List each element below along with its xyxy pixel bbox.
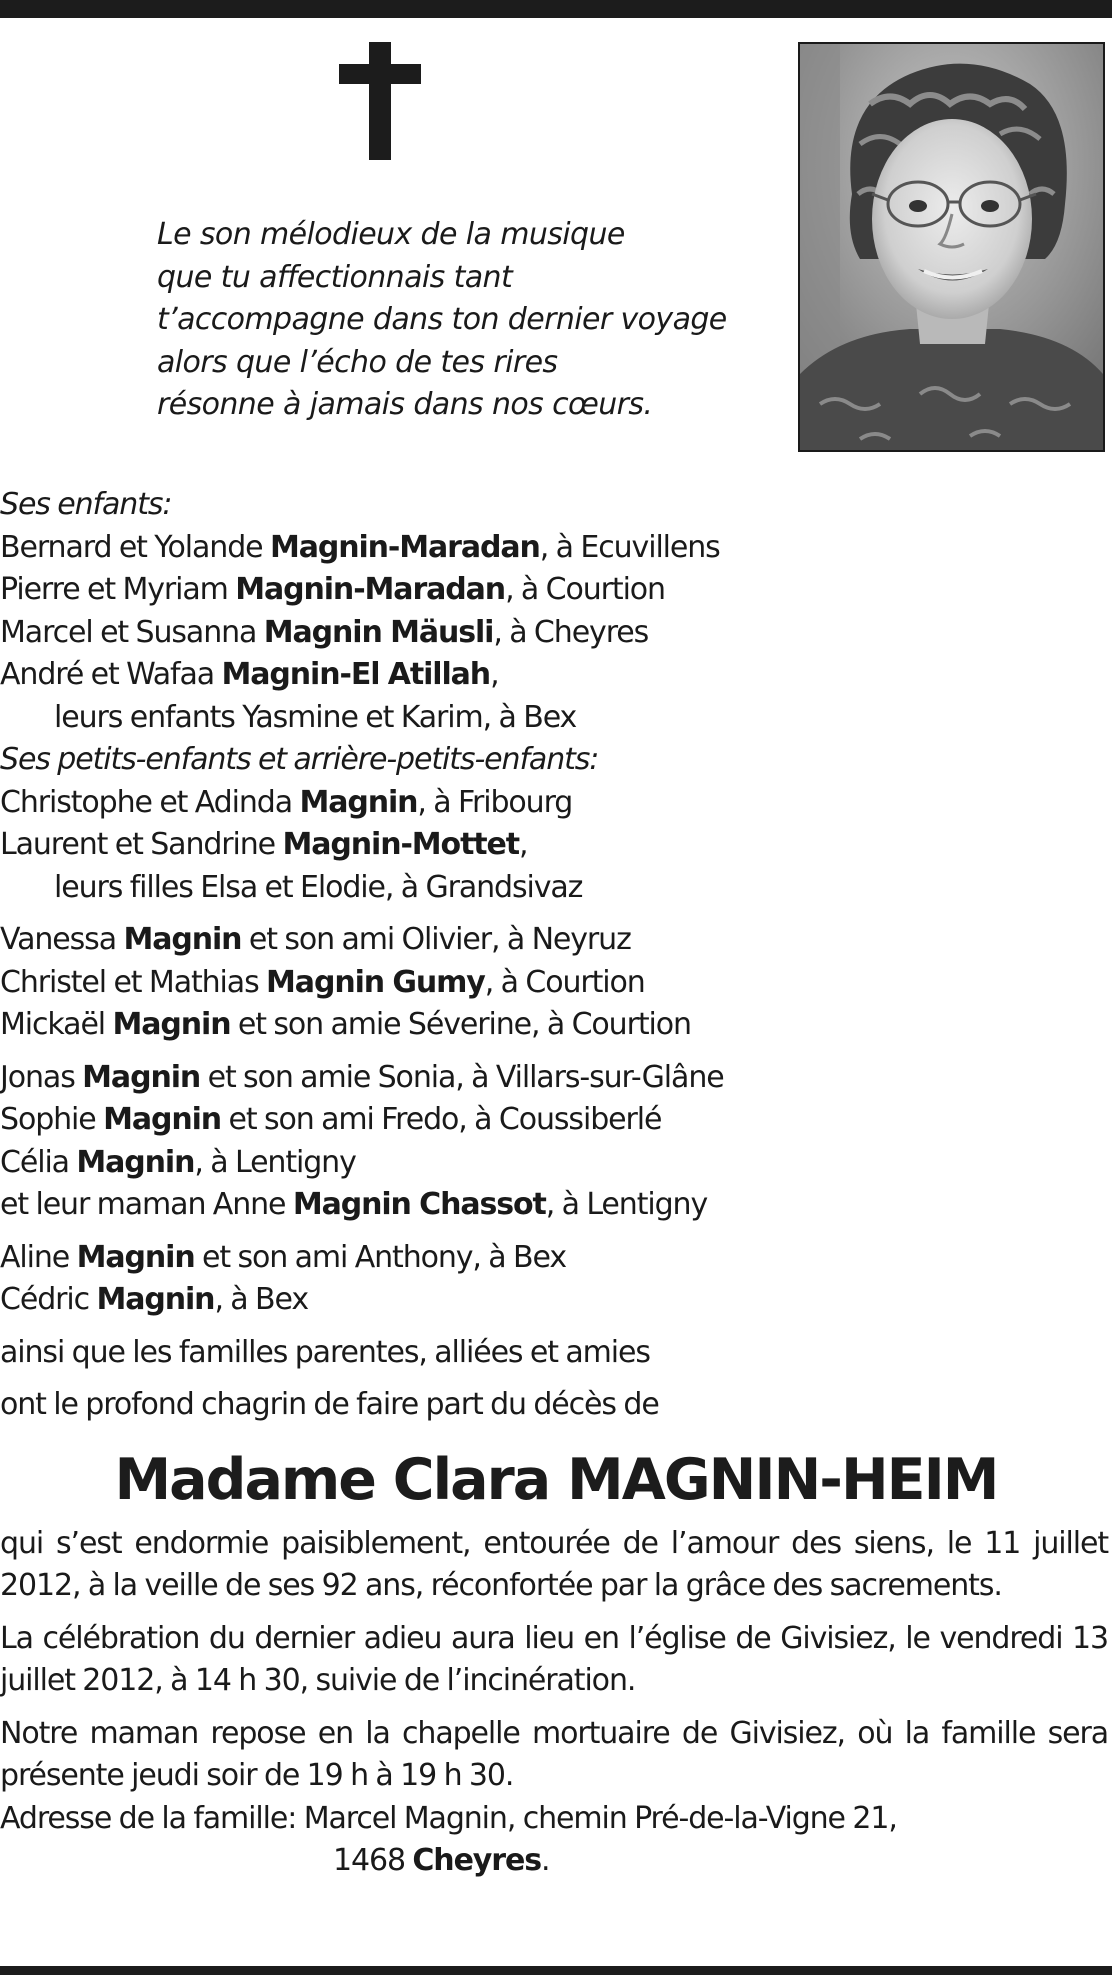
family-name: Magnin-El Atillah (221, 657, 491, 692)
family-line (0, 782, 1112, 825)
family-name: Magnin-Maradan (269, 529, 540, 565)
family-name: Magnin (96, 1282, 215, 1317)
family-line (0, 1279, 1112, 1322)
top-rule (0, 0, 1112, 18)
location: , à Ecuvillens (539, 529, 720, 565)
location: et son ami Fredo, à Coussiberlé (221, 1102, 662, 1137)
location: , à Lentigny (545, 1187, 708, 1222)
family-note: leurs enfants Yasmine et Karim, à Bex (54, 699, 577, 735)
family-line (0, 1057, 1112, 1100)
person-names: Mickaël (0, 1007, 113, 1042)
grandchildren-heading: Ses petits-enfants et arrière-petits-enfants: (0, 742, 599, 777)
cross-icon (339, 42, 421, 160)
family-name: Magnin (82, 1059, 201, 1095)
family-name: Magnin (299, 784, 418, 820)
families-line: ainsi que les familles parentes, alliées et amies (0, 1334, 650, 1370)
family-name: Magnin-Mottet (282, 827, 520, 862)
poem-line: résonne à jamais dans nos cœurs. (157, 387, 653, 422)
bottom-rule (0, 1966, 1112, 1975)
family-note: leurs filles Elsa et Elodie, à Grandsivaz (54, 869, 583, 905)
chapel-paragraph: Notre maman repose en la chapelle mortuaire de Givisiez, où la famille sera présente jeudi soir de 19 h à 19 h 30. (0, 1715, 1108, 1793)
poem (157, 214, 777, 427)
location: , à Lentigny (194, 1144, 356, 1180)
location: , à Fribourg (417, 784, 573, 820)
family-name: Magnin Mäusli (263, 614, 494, 650)
family-line (0, 919, 1112, 962)
deceased-name: Madame Clara MAGNIN-HEIM (114, 1446, 998, 1513)
person-names: Marcel et Susanna (0, 614, 264, 650)
person-names: André et Wafaa (0, 657, 222, 692)
location: , à Bex (214, 1282, 308, 1317)
ceremony-paragraph: La célébration du dernier adieu aura lieu en l’église de Givisiez, le vendredi 13 juillet 2012, à 14 h 30, suivie de l’incinération. (0, 1620, 1108, 1698)
person-names: Célia (0, 1144, 77, 1180)
family-name: Magnin Gumy (266, 964, 485, 1000)
poem-line: alors que l’écho de tes rires (157, 344, 558, 380)
postal-code: 1468 (333, 1843, 413, 1878)
family-name: Magnin-Maradan (235, 572, 506, 607)
family-line (0, 1099, 1112, 1142)
family-line (0, 1237, 1112, 1280)
location: , (519, 827, 528, 862)
address-line: Adresse de la famille: Marcel Magnin, chemin Pré-de-la-Vigne 21, (0, 1800, 897, 1836)
family-line (0, 527, 1112, 570)
location: , à Cheyres (493, 614, 649, 650)
address-city-line (0, 1840, 1112, 1883)
family-line (0, 1004, 1112, 1047)
person-names: Jonas (0, 1059, 83, 1095)
person-names: Pierre et Myriam (0, 572, 236, 607)
person-names: Cédric (0, 1282, 97, 1317)
location: , à Courtion (484, 964, 645, 1000)
location: , (490, 657, 499, 692)
family-line (0, 1142, 1112, 1185)
family-line (0, 654, 1112, 697)
person-names: Bernard et Yolande (0, 529, 270, 565)
poem-line: Le son mélodieux de la musique (157, 217, 625, 252)
location: et son ami Anthony, à Bex (194, 1239, 566, 1275)
city-name: Cheyres (412, 1843, 541, 1878)
family-line (0, 612, 1112, 655)
person-names: Sophie (0, 1102, 104, 1137)
family-line (0, 962, 1112, 1005)
person-names: Vanessa (0, 922, 124, 957)
person-names: Christophe et Adinda (0, 784, 300, 820)
family-name: Magnin (112, 1007, 231, 1042)
family-name: Magnin (123, 922, 242, 957)
location: , à Courtion (505, 572, 665, 607)
poem-line: t’accompagne dans ton dernier voyage (157, 302, 727, 337)
family-line (0, 1184, 1112, 1227)
person-names: et leur maman Anne (0, 1187, 293, 1222)
person-names: Laurent et Sandrine (0, 827, 283, 862)
person-names: Christel et Mathias (0, 964, 267, 1000)
announce-line: ont le profond chagrin de faire part du décès de (0, 1387, 659, 1422)
family-line (0, 569, 1112, 612)
family-name: Magnin (76, 1144, 195, 1180)
children-heading: Ses enfants: (0, 487, 172, 522)
portrait-photo (798, 42, 1105, 452)
person-names: Aline (0, 1239, 77, 1275)
announcement-body (0, 484, 1112, 1883)
address-end: . (540, 1843, 550, 1878)
family-name: Magnin (76, 1239, 195, 1275)
family-name: Magnin (103, 1102, 222, 1137)
location: et son amie Séverine, à Courtion (230, 1007, 691, 1042)
death-paragraph: qui s’est endormie paisiblement, entourée de l’amour des siens, le 11 juillet 2012, à la veille de ses 92 ans, réconfortée par la grâce des sacrements. (0, 1525, 1108, 1603)
location: et son ami Olivier, à Neyruz (241, 922, 631, 957)
location: et son amie Sonia, à Villars-sur-Glâne (200, 1059, 724, 1095)
family-name: Magnin Chassot (292, 1187, 546, 1222)
family-line (0, 824, 1112, 867)
poem-line: que tu affectionnais tant (157, 259, 513, 295)
